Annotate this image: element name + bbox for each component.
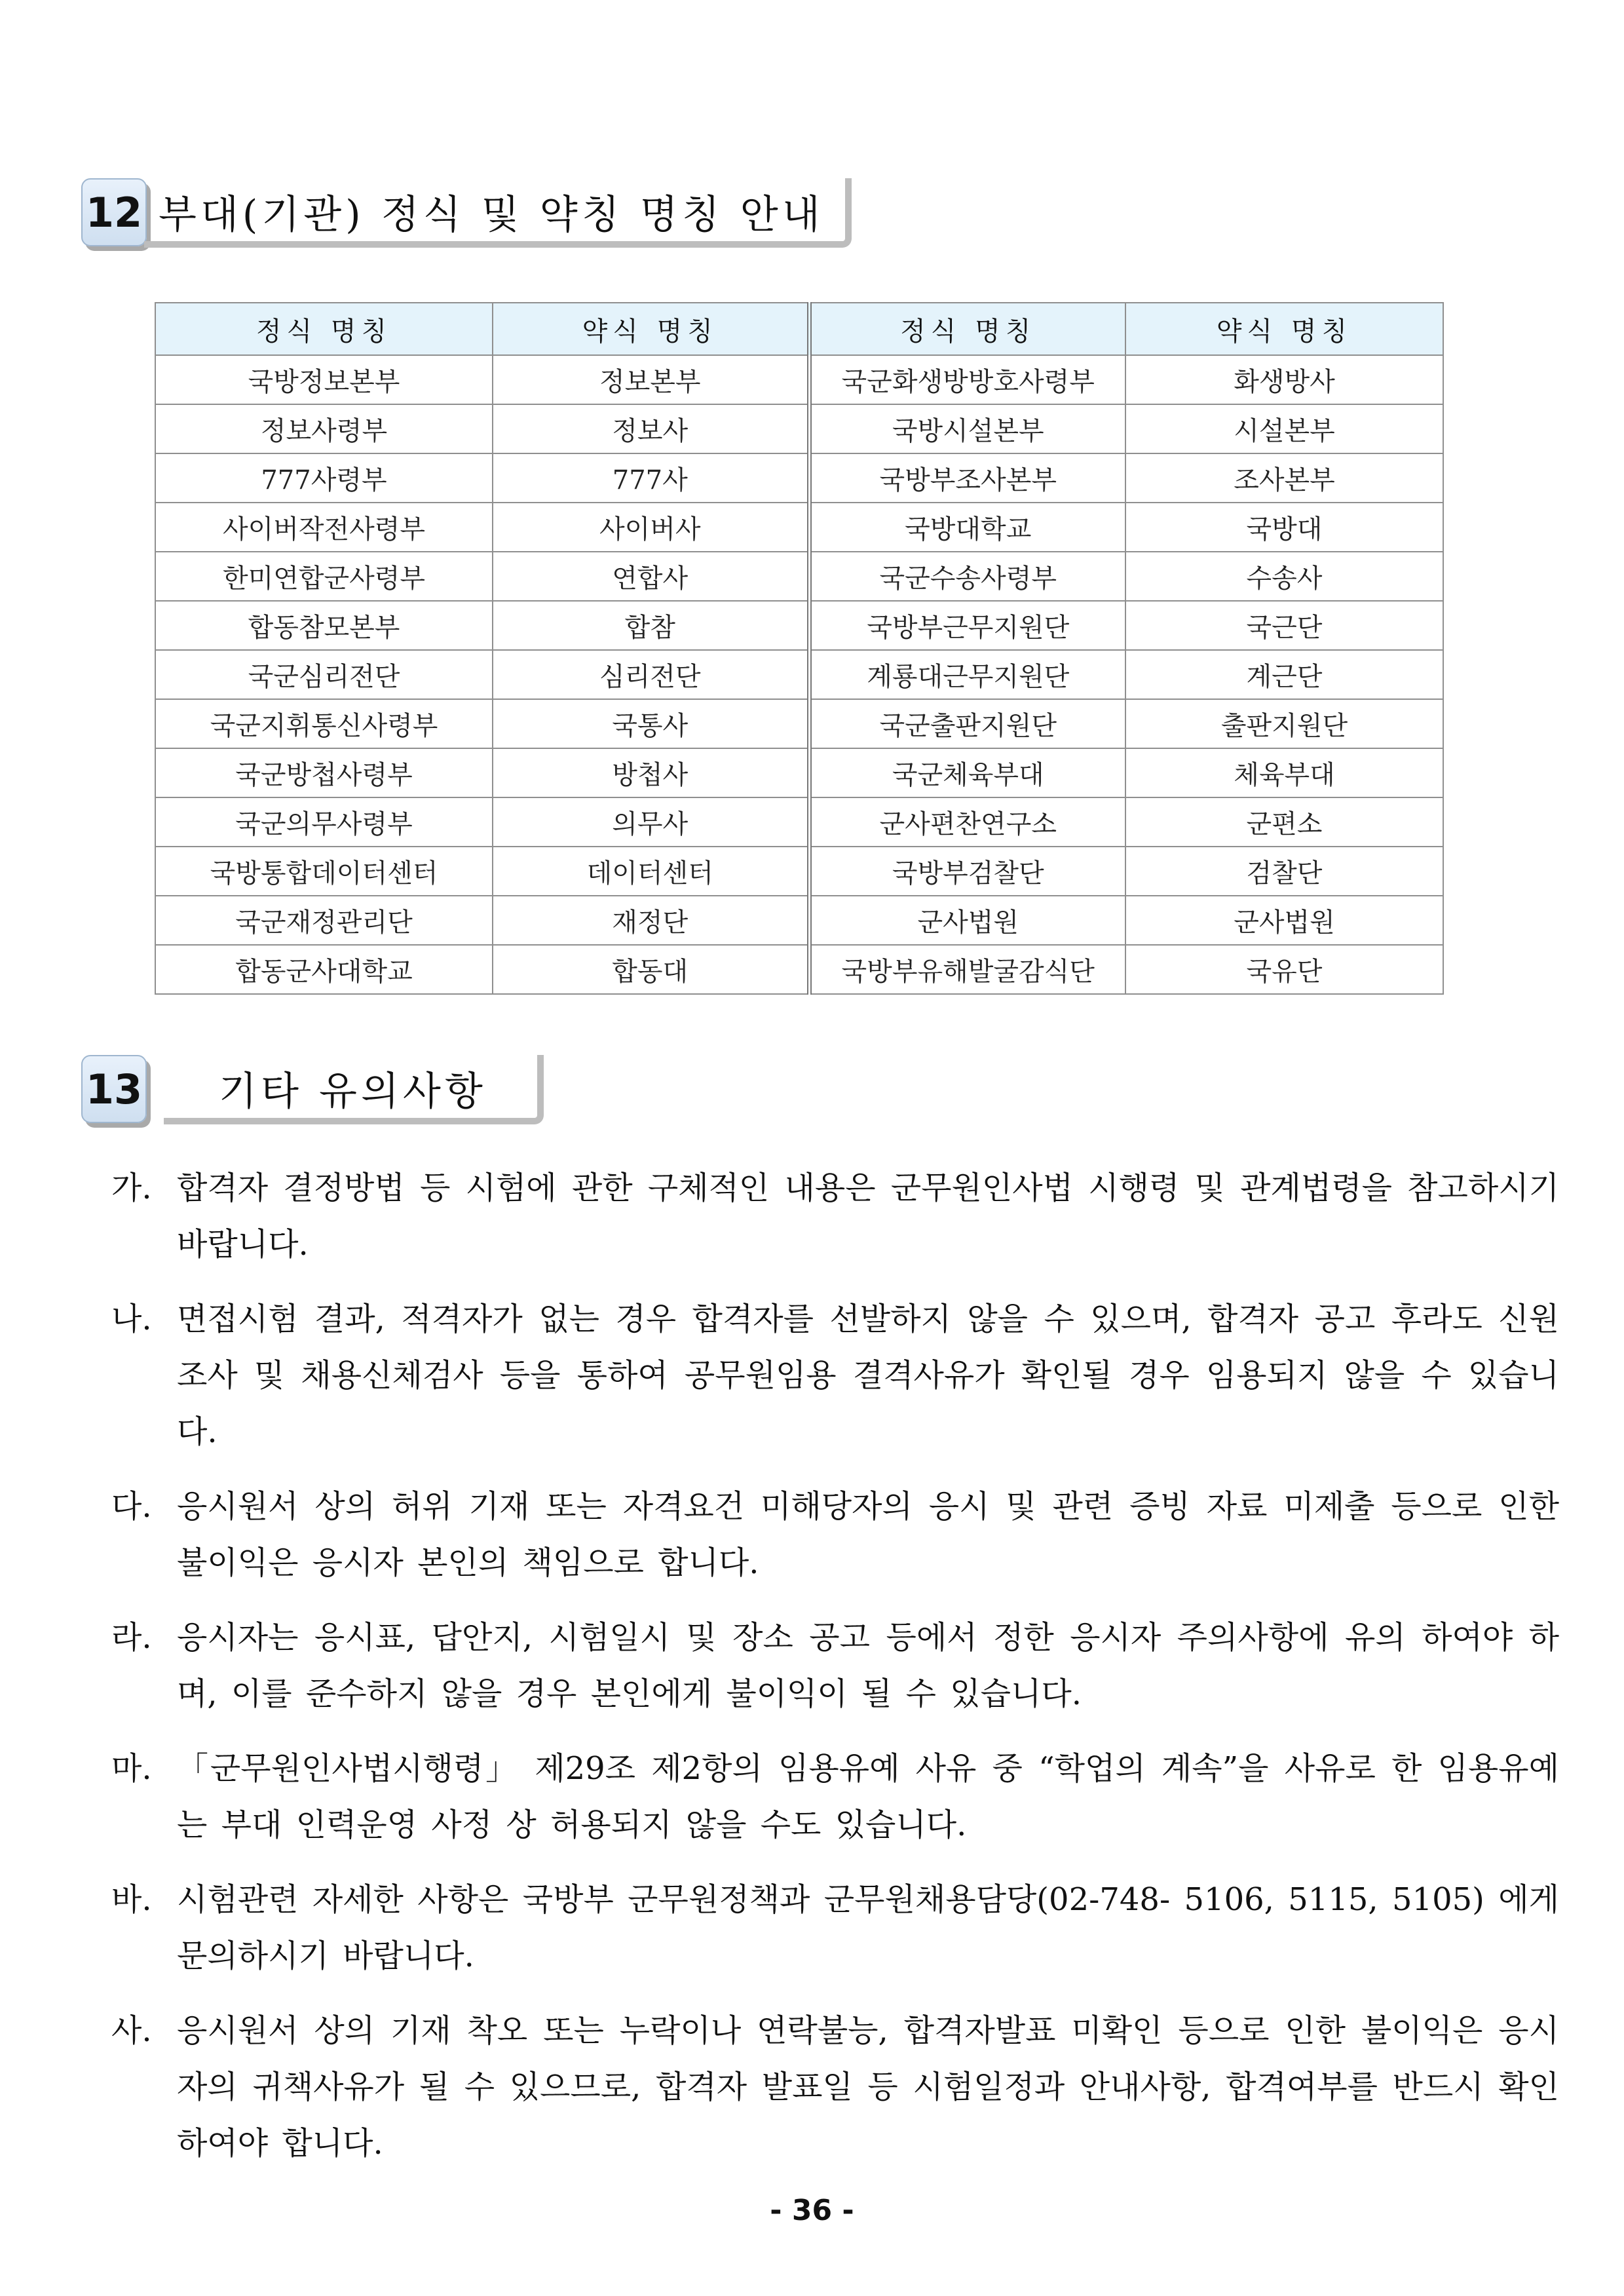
column-header-formal-name: 정식 명칭 [155, 303, 493, 355]
formal-name-cell: 국방부근무지원단 [809, 601, 1125, 650]
formal-name-cell: 777사령부 [155, 453, 493, 503]
formal-name-cell: 군사법원 [809, 896, 1125, 945]
table-row [155, 945, 1443, 994]
note-marker: 라. [111, 1619, 152, 1656]
short-name-cell: 재정단 [493, 896, 809, 945]
table-row [155, 748, 1443, 797]
column-header-formal-name: 정식 명칭 [809, 303, 1125, 355]
short-name-cell: 국방대 [1125, 503, 1443, 552]
note-item [111, 1478, 1559, 1591]
short-name-cell: 국근단 [1125, 601, 1443, 650]
note-marker: 사. [111, 2012, 152, 2049]
formal-name-cell: 국방정보본부 [155, 355, 493, 404]
formal-name-cell: 국방통합데이터센터 [155, 847, 493, 896]
short-name-cell: 검찰단 [1125, 847, 1443, 896]
section-number-badge: 13 [81, 1055, 147, 1123]
note-marker: 바. [111, 1881, 152, 1918]
short-name-cell: 합동대 [493, 945, 809, 994]
formal-name-cell: 국군지휘통신사령부 [155, 699, 493, 748]
short-name-cell: 사이버사 [493, 503, 809, 552]
formal-name-cell: 정보사령부 [155, 404, 493, 453]
short-name-cell: 군편소 [1125, 797, 1443, 847]
formal-name-cell: 국군의무사령부 [155, 797, 493, 847]
column-header-short-name: 약식 명칭 [1125, 303, 1443, 355]
short-name-cell: 데이터센터 [493, 847, 809, 896]
formal-name-cell: 사이버작전사령부 [155, 503, 493, 552]
table-row [155, 552, 1443, 601]
note-marker: 나. [111, 1301, 152, 1337]
section-title: 기타 유의사항 [219, 1069, 487, 1115]
short-name-cell: 합참 [493, 601, 809, 650]
table-header-row [155, 303, 1443, 355]
short-name-cell: 방첩사 [493, 748, 809, 797]
table-row [155, 355, 1443, 404]
formal-name-cell: 국군방첩사령부 [155, 748, 493, 797]
note-text: 시험관련 자세한 사항은 국방부 군무원정책과 군무원채용담당(02-748- 5106, 5115, 5105) 에게 문의하시기 바랍니다. [177, 1881, 1559, 1974]
formal-name-cell: 국군화생방방호사령부 [809, 355, 1125, 404]
table-row [155, 650, 1443, 699]
note-text: 응시원서 상의 기재 착오 또는 누락이나 연락불능, 합격자발표 미확인 등으로 인한 불이익은 응시자의 귀책사유가 될 수 있으므로, 합격자 발표일 등 시험일정과 안내사항, 합격여부를 반드시 확인하여야 합니다. [177, 2012, 1559, 2162]
short-name-cell: 심리전단 [493, 650, 809, 699]
short-name-cell: 정보사 [493, 404, 809, 453]
table-row [155, 847, 1443, 896]
note-marker: 다. [111, 1488, 152, 1525]
table-row [155, 699, 1443, 748]
table-body [155, 355, 1443, 994]
section-title: 부대(기관) 정식 및 약칭 명칭 안내 [159, 192, 824, 238]
short-name-cell: 국통사 [493, 699, 809, 748]
formal-name-cell: 국방부검찰단 [809, 847, 1125, 896]
column-header-short-name: 약식 명칭 [493, 303, 809, 355]
note-text: 응시원서 상의 허위 기재 또는 자격요건 미해당자의 응시 및 관련 증빙 자료 미제출 등으로 인한 불이익은 응시자 본인의 책임으로 합니다. [177, 1488, 1559, 1581]
section-12-header [81, 178, 861, 256]
short-name-cell: 출판지원단 [1125, 699, 1443, 748]
note-item [111, 1740, 1559, 1853]
short-name-cell: 777사 [493, 453, 809, 503]
formal-name-cell: 국방시설본부 [809, 404, 1125, 453]
section-number-badge: 12 [81, 178, 147, 246]
table-row [155, 503, 1443, 552]
page-number: - 36 - [770, 2194, 854, 2227]
section-13-header [81, 1055, 540, 1132]
table-row [155, 797, 1443, 847]
formal-name-cell: 국군재정관리단 [155, 896, 493, 945]
note-text: 면접시험 결과, 적격자가 없는 경우 합격자를 선발하지 않을 수 있으며, 합격자 공고 후라도 신원조사 및 채용신체검사 등을 통하여 공무원임용 결격사유가 확인될 경우 임용되지 않을 수 있습니다. [177, 1301, 1559, 1450]
short-name-cell: 화생방사 [1125, 355, 1443, 404]
formal-name-cell: 계룡대근무지원단 [809, 650, 1125, 699]
note-item [111, 2002, 1559, 2172]
formal-name-cell: 국군체육부대 [809, 748, 1125, 797]
table-row [155, 404, 1443, 453]
short-name-cell: 정보본부 [493, 355, 809, 404]
short-name-cell: 조사본부 [1125, 453, 1443, 503]
formal-name-cell: 국방부유해발굴감식단 [809, 945, 1125, 994]
short-name-cell: 체육부대 [1125, 748, 1443, 797]
formal-name-cell: 한미연합군사령부 [155, 552, 493, 601]
formal-name-cell: 국군수송사령부 [809, 552, 1125, 601]
short-name-cell: 연합사 [493, 552, 809, 601]
formal-name-cell: 국방부조사본부 [809, 453, 1125, 503]
formal-name-cell: 국군출판지원단 [809, 699, 1125, 748]
note-text: 「군무원인사법시행령」 제29조 제2항의 임용유예 사유 중 “학업의 계속”을 사유로 한 임용유예는 부대 인력운영 사정 상 허용되지 않을 수도 있습니다. [177, 1750, 1559, 1843]
table-row [155, 896, 1443, 945]
note-item [111, 1609, 1559, 1722]
note-marker: 가. [111, 1170, 152, 1206]
formal-name-cell: 국군심리전단 [155, 650, 493, 699]
formal-name-cell: 합동군사대학교 [155, 945, 493, 994]
formal-name-cell: 군사편찬연구소 [809, 797, 1125, 847]
short-name-cell: 의무사 [493, 797, 809, 847]
note-item [111, 1291, 1559, 1460]
note-text: 응시자는 응시표, 답안지, 시험일시 및 장소 공고 등에서 정한 응시자 주의사항에 유의 하여야 하며, 이를 준수하지 않을 경우 본인에게 불이익이 될 수 있습니다. [177, 1619, 1559, 1712]
note-item [111, 1871, 1559, 1984]
short-name-cell: 국유단 [1125, 945, 1443, 994]
notes-list [111, 1160, 1559, 2190]
short-name-cell: 수송사 [1125, 552, 1443, 601]
short-name-cell: 계근단 [1125, 650, 1443, 699]
note-item [111, 1160, 1559, 1272]
formal-name-cell: 합동참모본부 [155, 601, 493, 650]
note-marker: 마. [111, 1750, 152, 1787]
short-name-cell: 시설본부 [1125, 404, 1443, 453]
short-name-cell: 군사법원 [1125, 896, 1443, 945]
unit-name-table [155, 302, 1444, 995]
table-row [155, 453, 1443, 503]
table-row [155, 601, 1443, 650]
formal-name-cell: 국방대학교 [809, 503, 1125, 552]
note-text: 합격자 결정방법 등 시험에 관한 구체적인 내용은 군무원인사법 시행령 및 관계법령을 참고하시기 바랍니다. [177, 1170, 1559, 1263]
